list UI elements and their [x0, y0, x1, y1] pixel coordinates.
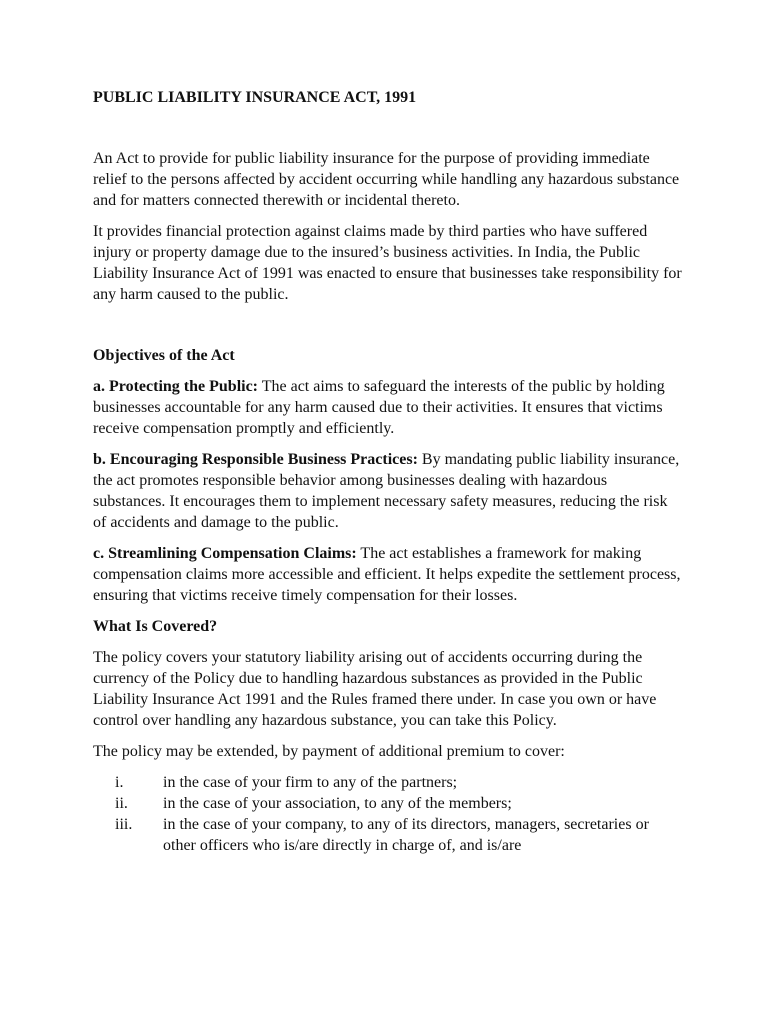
list-item: [93, 793, 683, 814]
intro-paragraph: An Act to provide for public liability insurance for the purpose of providing immediate relief to the persons affected by accident occurring while handling any hazardous substance and for matters connected therewith or incidental thereto.: [93, 150, 680, 209]
objective-label: b. Encouraging Responsible Business Practices:: [93, 451, 418, 468]
objective-text: The act establishes a framework for making compensation claims more accessible and efficient. It helps expedite the settlement process, ensuring that victims receive timely compensation for their losses.: [93, 545, 681, 604]
objective-item: [93, 543, 683, 606]
document-title: PUBLIC LIABILITY INSURANCE ACT, 1991: [93, 89, 417, 106]
objective-text: The act aims to safeguard the interests of the public by holding businesses accountable for any harm caused due to their activities. It ensures that victims receive compensation promptly and efficiently.: [93, 378, 665, 437]
coverage-paragraph: The policy covers your statutory liability arising out of accidents occurring during the currency of the Policy due to handling hazardous substances as provided in the Public Liability Insurance Act 1991 and the Rules framed there under. In case you own or have control over handling any hazardous substance, you can take this Policy.: [93, 649, 657, 729]
objective-item: [93, 449, 683, 533]
list-number: iii.: [115, 816, 133, 833]
objective-label: a. Protecting the Public:: [93, 378, 259, 395]
extension-paragraph: The policy may be extended, by payment of additional premium to cover:: [93, 743, 565, 760]
coverage-heading: What Is Covered?: [93, 618, 218, 635]
list-number: ii.: [115, 795, 128, 812]
objectives-heading: Objectives of the Act: [93, 347, 235, 364]
list-item: [93, 814, 683, 856]
document-page: [93, 87, 683, 856]
list-text: in the case of your association, to any of the members;: [163, 795, 512, 812]
objective-label: c. Streamlining Compensation Claims:: [93, 545, 357, 562]
list-item: [93, 772, 683, 793]
objective-text: By mandating public liability insurance, the act promotes responsible behavior among businesses dealing with hazardous substances. It encourages them to implement necessary safety measures, reducing the risk of accidents and damage to the public.: [93, 451, 680, 531]
extension-list: [93, 772, 683, 856]
list-text: in the case of your company, to any of its directors, managers, secretaries or other officers who is/are directly in charge of, and is/are: [163, 816, 649, 854]
list-number: i.: [115, 774, 124, 791]
objective-item: [93, 376, 683, 439]
list-text: in the case of your firm to any of the partners;: [163, 774, 458, 791]
description-paragraph: It provides financial protection against claims made by third parties who have suffered injury or property damage due to the insured’s business activities. In India, the Public Liability Insurance Act of 1991 was enacted to ensure that businesses take responsibility for any harm caused to the public.: [93, 223, 682, 303]
